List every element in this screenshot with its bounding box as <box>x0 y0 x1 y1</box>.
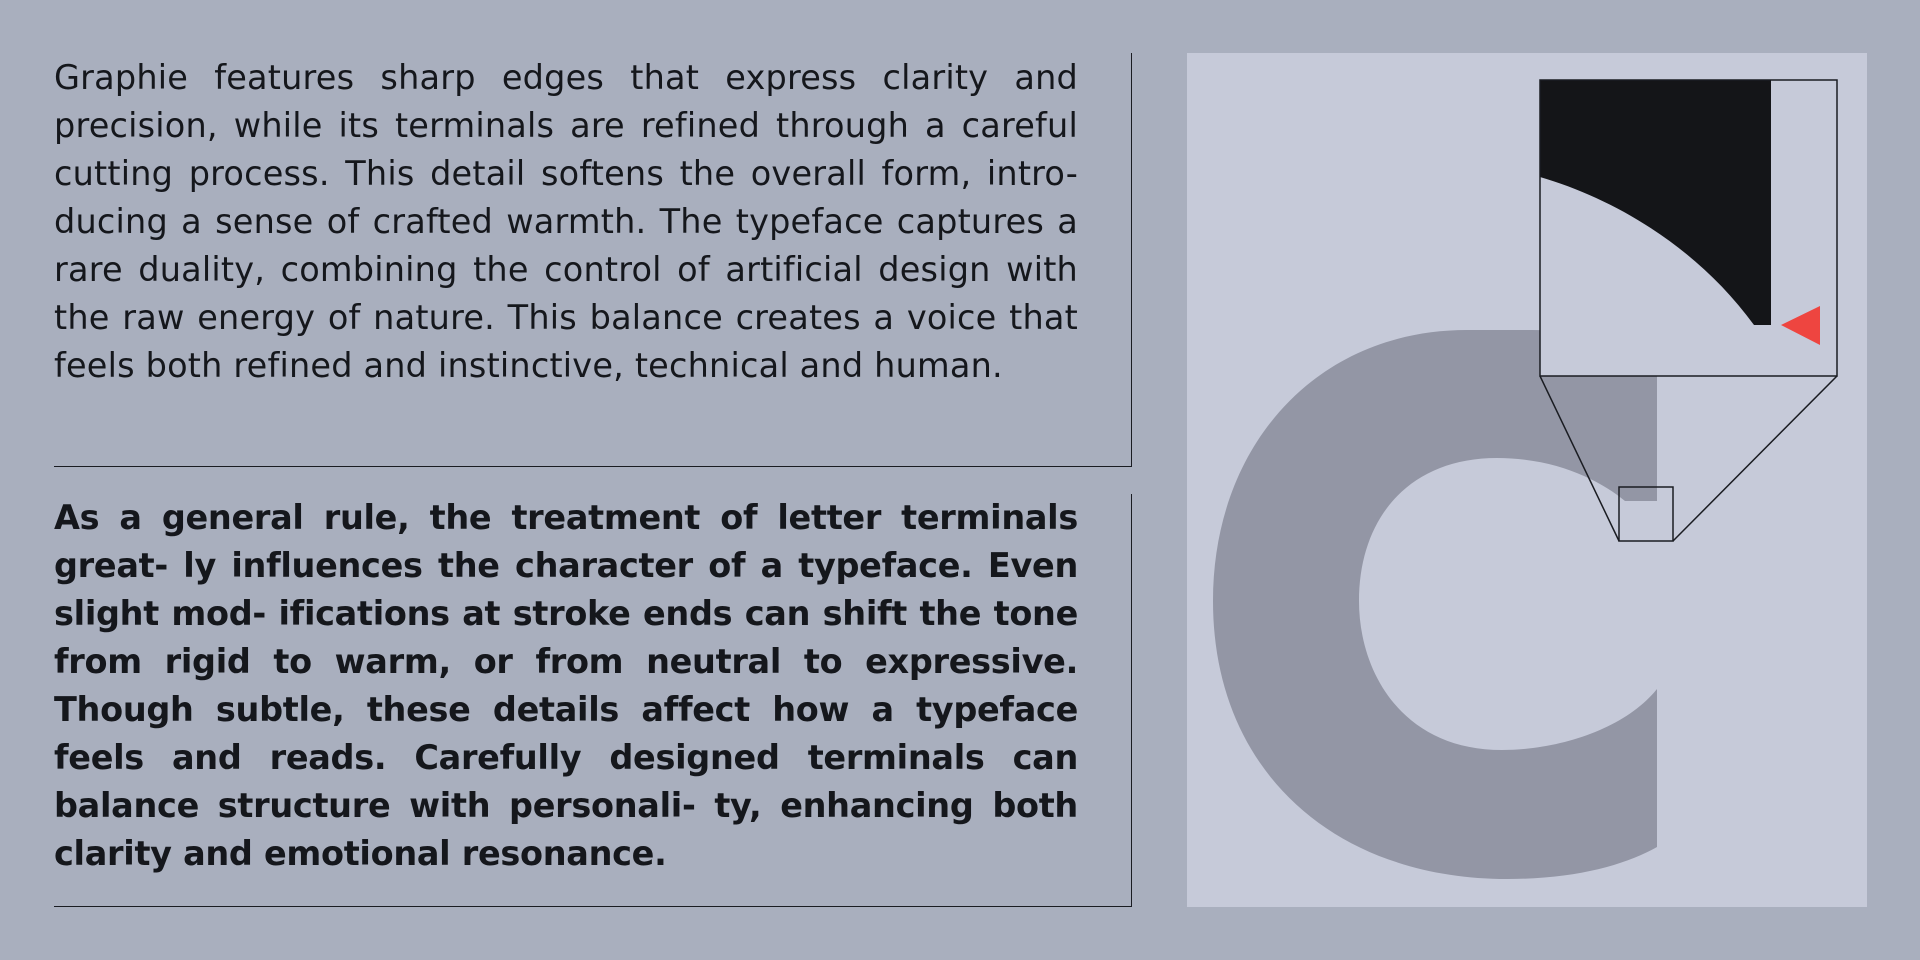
general-rule-text-panel <box>54 494 1132 907</box>
terminal-detail-illustration <box>1187 53 1867 907</box>
intro-text-panel <box>54 53 1132 467</box>
general-rule-paragraph: As a general rule, the treatment of letter terminals great- ly influences the character of a typeface. Even slight mod- ifications at stroke ends can shift the tone from rigid to warm, or from neutral to expressive. Though subtle, these details affect how a typeface feels and reads. Carefully designed terminals can balance structure with personali- ty, enhancing both clarity and emotional resonance. <box>54 498 1078 873</box>
intro-paragraph: Graphie features sharp edges that express clarity and precision, while its terminals are refined through a careful cutting process. This detail softens the overall form, intro- ducing a sense of crafted warmth. The typeface captures a rare duality, combining the control of artificial design with the raw energy of nature. This balance creates a voice that feels both refined and instinctive, technical and human. <box>54 58 1078 385</box>
